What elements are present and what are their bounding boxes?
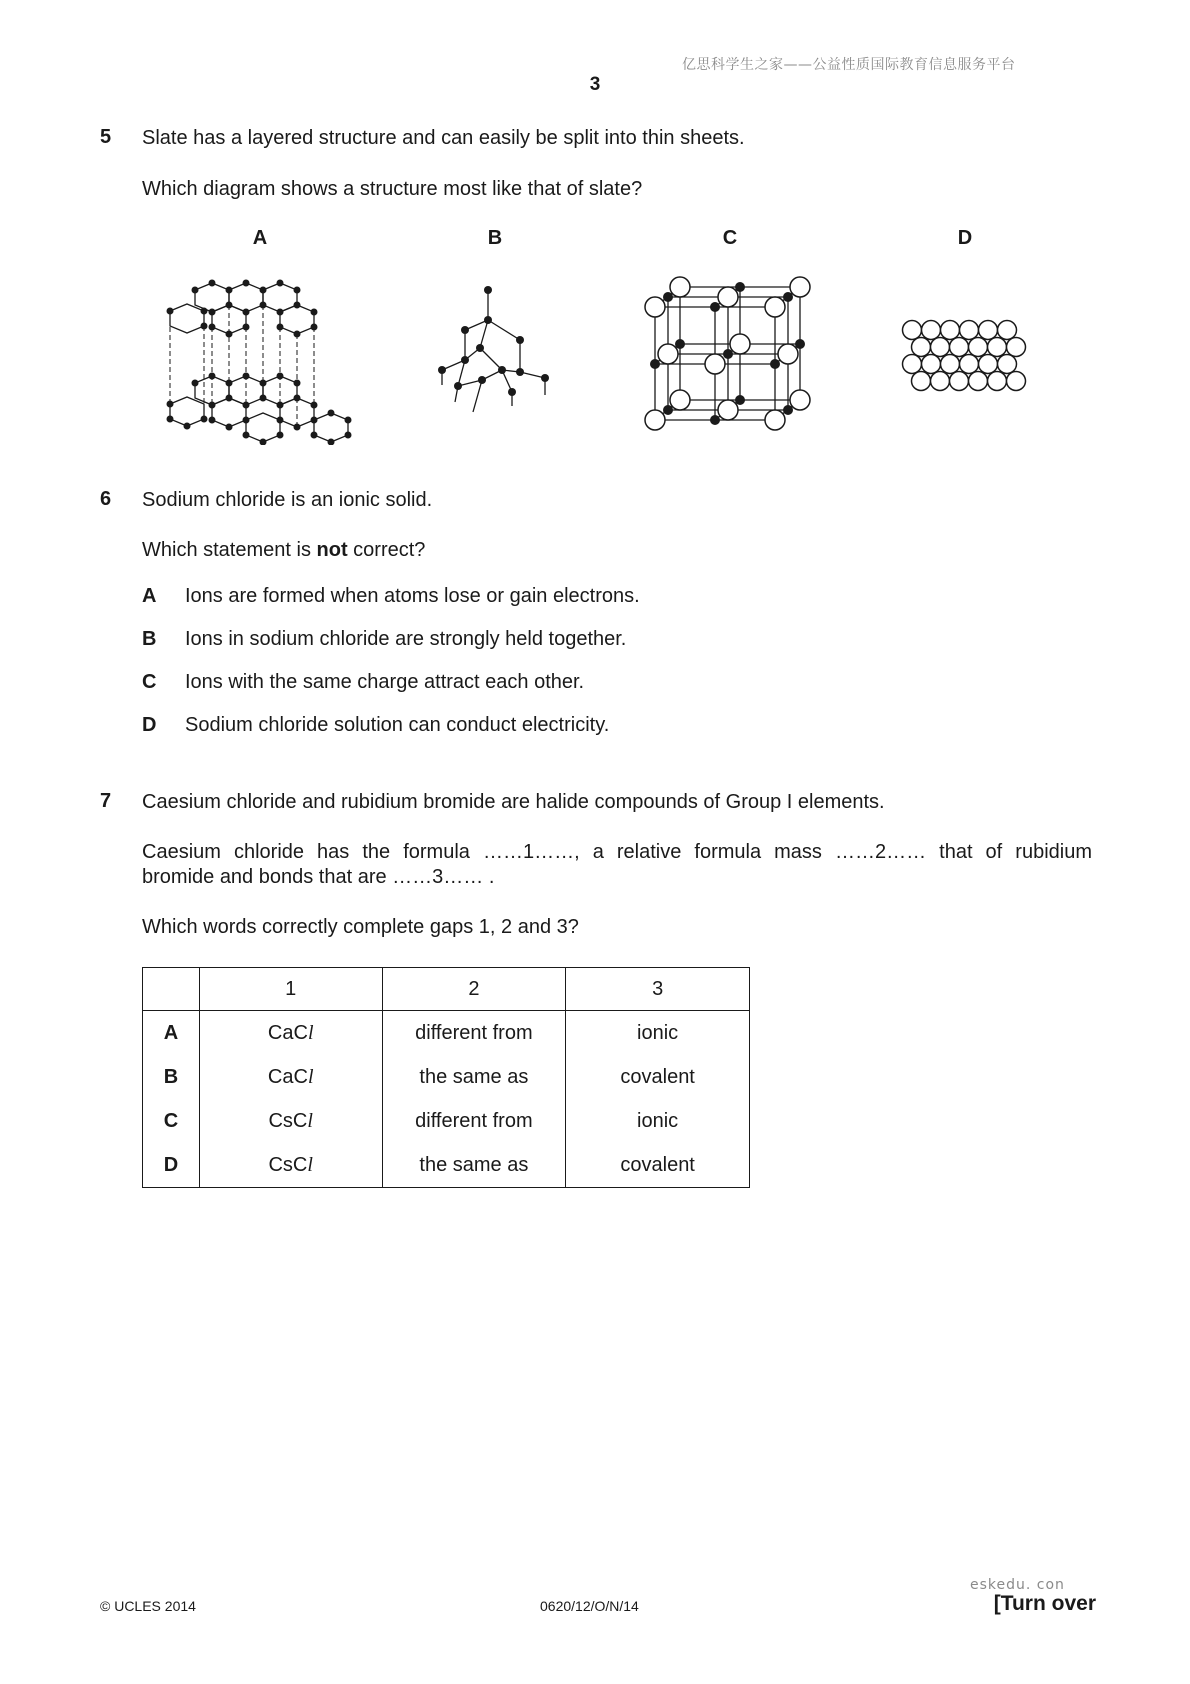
page-number: 3 bbox=[589, 74, 601, 95]
table-header-cell bbox=[143, 968, 200, 1011]
table-row bbox=[143, 1055, 750, 1099]
diagram-label-b: B bbox=[487, 227, 503, 249]
diagram-d-close-packed bbox=[900, 318, 1030, 393]
gap-3-cell: covalent bbox=[566, 1143, 750, 1188]
question-6-number: 6 bbox=[100, 488, 112, 510]
formula-cell: CaCl bbox=[199, 1055, 382, 1099]
gap-3-cell: ionic bbox=[566, 1011, 750, 1056]
table-row bbox=[143, 1099, 750, 1143]
table-header-cell: 2 bbox=[382, 968, 566, 1011]
footer-paper-code: 0620/12/O/N/14 bbox=[540, 1598, 639, 1614]
q6-option-d-text: Sodium chloride solution can conduct electricity. bbox=[185, 714, 610, 736]
row-label: D bbox=[143, 1143, 200, 1188]
gap-3-cell: covalent bbox=[566, 1055, 750, 1099]
diagram-label-c: C bbox=[722, 227, 738, 249]
gap-2-cell: the same as bbox=[382, 1055, 566, 1099]
formula-cell: CsCl bbox=[199, 1099, 382, 1143]
table-header-row bbox=[143, 968, 750, 1011]
table-row bbox=[143, 1143, 750, 1188]
formula-cell: CsCl bbox=[199, 1143, 382, 1188]
gap-2-cell: different from bbox=[382, 1011, 566, 1056]
question-5-stem: Slate has a layered structure and can easily be split into thin sheets. bbox=[142, 127, 745, 149]
question-7-question: Which words correctly complete gaps 1, 2 and 3? bbox=[142, 916, 579, 938]
row-label: A bbox=[143, 1011, 200, 1056]
q6-option-a-letter: A bbox=[142, 585, 157, 607]
gap-2-cell: different from bbox=[382, 1099, 566, 1143]
diagram-b-branched-structure bbox=[430, 280, 560, 430]
q6-option-a-text: Ions are formed when atoms lose or gain electrons. bbox=[185, 585, 640, 607]
question-6-question: Which statement is not correct? bbox=[142, 539, 426, 561]
question-5-number: 5 bbox=[100, 126, 112, 148]
table-row bbox=[143, 1011, 750, 1056]
header-watermark: 亿思科学生之家——公益性质国际教育信息服务平台 bbox=[682, 57, 1016, 73]
diagram-label-a: A bbox=[252, 227, 268, 249]
table-header-cell: 3 bbox=[566, 968, 750, 1011]
row-label: B bbox=[143, 1055, 200, 1099]
q6-option-d-letter: D bbox=[142, 714, 157, 736]
q6-option-b-text: Ions in sodium chloride are strongly held together. bbox=[185, 628, 627, 650]
diagram-label-d: D bbox=[957, 227, 973, 249]
footer-watermark: eskedu. con bbox=[970, 1577, 1065, 1593]
footer-copyright: © UCLES 2014 bbox=[100, 1598, 196, 1614]
diagram-a-layered-structure bbox=[160, 275, 360, 445]
formula-cell: CaCl bbox=[199, 1011, 382, 1056]
diagram-c-ionic-lattice bbox=[640, 272, 815, 437]
q6-option-b-letter: B bbox=[142, 628, 157, 650]
question-7-gap-line-1: Caesium chloride has the formula ……1……, a relative formula mass ……2…… that of rubidium bbox=[142, 841, 1092, 863]
gap-3-cell: ionic bbox=[566, 1099, 750, 1143]
answer-table bbox=[142, 967, 750, 1188]
question-7-number: 7 bbox=[100, 790, 112, 812]
table-header-cell: 1 bbox=[199, 968, 382, 1011]
q6-option-c-letter: C bbox=[142, 671, 157, 693]
question-7-stem: Caesium chloride and rubidium bromide are halide compounds of Group I elements. bbox=[142, 791, 885, 813]
gap-2-cell: the same as bbox=[382, 1143, 566, 1188]
question-5-question: Which diagram shows a structure most like that of slate? bbox=[142, 178, 643, 200]
question-6-stem: Sodium chloride is an ionic solid. bbox=[142, 489, 433, 511]
q6-option-c-text: Ions with the same charge attract each other. bbox=[185, 671, 585, 693]
turn-over-label: [Turn over bbox=[993, 1592, 1096, 1615]
row-label: C bbox=[143, 1099, 200, 1143]
question-7-gap-line-2: bromide and bonds that are ……3…… . bbox=[142, 866, 495, 888]
